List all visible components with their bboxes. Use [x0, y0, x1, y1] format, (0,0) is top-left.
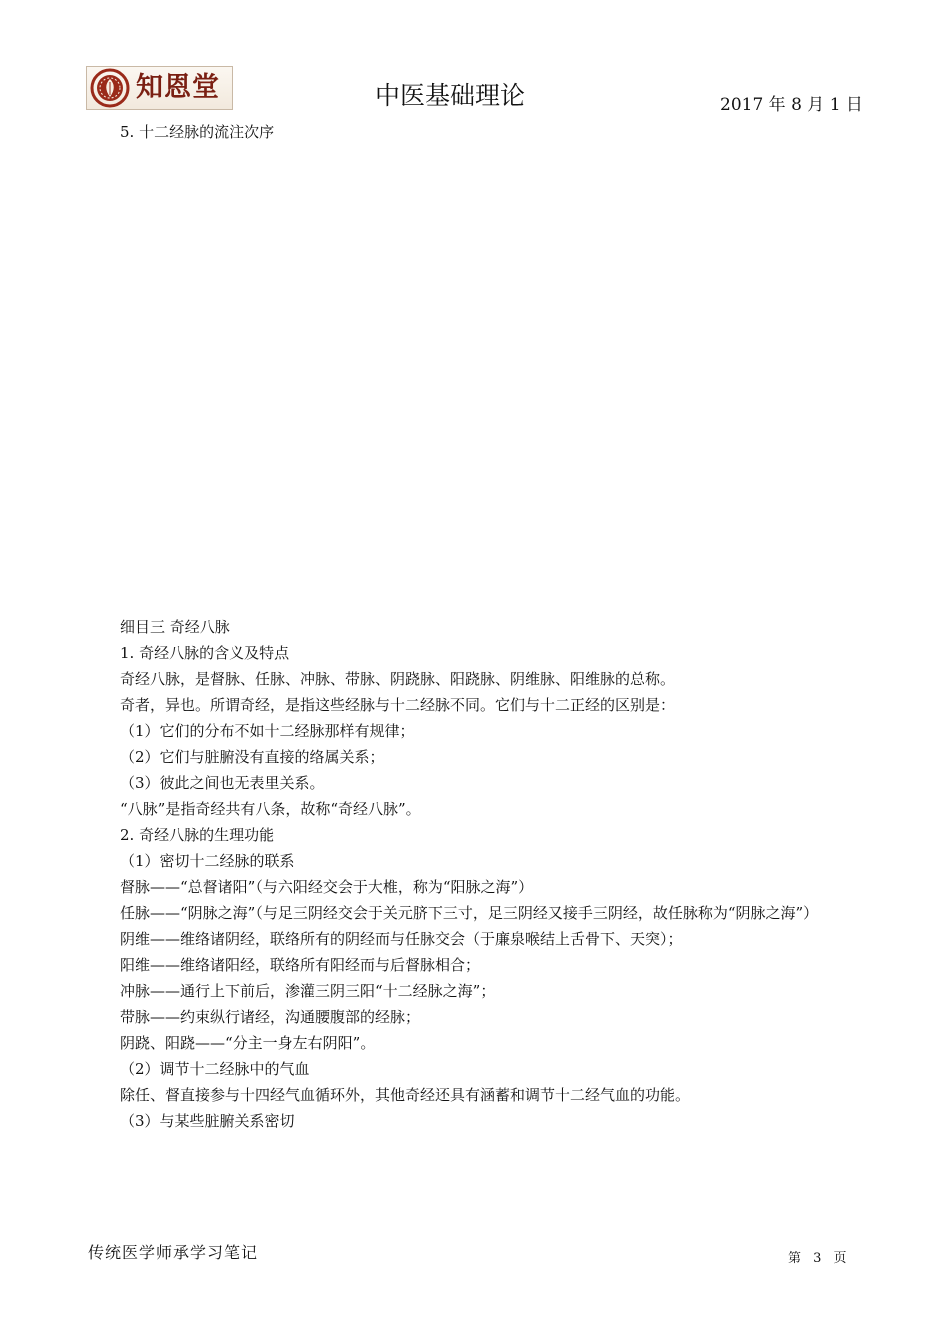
paragraph: 细目三 奇经八脉: [120, 618, 230, 636]
footer-note: 传统医学师承学习笔记: [88, 1243, 259, 1262]
logo: [86, 66, 233, 110]
paragraph: （1）它们的分布不如十二经脉那样有规律；: [120, 722, 415, 740]
paragraph: 任脉——“阴脉之海”（与足三阴经交会于关元脐下三寸，足三阴经又接手三阴经，故任脉称为“阴脉之海”）: [120, 904, 819, 922]
paragraph: （2）它们与脏腑没有直接的络属关系；: [120, 748, 385, 766]
seal-icon: [90, 68, 130, 108]
paragraph: （3）彼此之间也无表里关系。: [120, 774, 325, 792]
paragraph: 奇经八脉，是督脉、任脉、冲脉、带脉、阴跷脉、阳跷脉、阴维脉、阳维脉的总称。: [120, 670, 676, 688]
paragraph: 督脉——“总督诸阳”（与六阳经交会于大椎，称为“阳脉之海”）: [120, 878, 534, 896]
logo-text: 知恩堂: [136, 72, 220, 103]
paragraph: （3）与某些脏腑关系密切: [120, 1112, 295, 1130]
body-text: [87, 614, 862, 1134]
paragraph: （2）调节十二经脉中的气血: [120, 1060, 310, 1078]
paragraph: 带脉——约束纵行诸经，沟通腰腹部的经脉；: [120, 1008, 421, 1026]
paragraph: 除任、督直接参与十四经气血循环外，其他奇经还具有涵蓄和调节十二经气血的功能。: [120, 1086, 691, 1104]
paragraph: 阴跷、阳跷——“分主一身左右阴阳”。: [120, 1034, 376, 1052]
page-number: 第 3 页: [788, 1251, 847, 1266]
figure-placeholder: [120, 148, 860, 598]
paragraph: “八脉”是指奇经共有八条，故称“奇经八脉”。: [120, 800, 421, 818]
paragraph: 阳维——维络诸阳经，联络所有阳经而与后督脉相合；: [120, 956, 481, 974]
paragraph: 1. 奇经八脉的含义及特点: [120, 644, 290, 662]
paragraph: 冲脉——通行上下前后，渗灌三阴三阳“十二经脉之海”；: [120, 982, 496, 1000]
section-heading: 5. 十二经脉的流注次序: [120, 123, 275, 141]
header-date: 2017 年 8 月 1 日: [720, 95, 863, 115]
paragraph: 2. 奇经八脉的生理功能: [120, 826, 275, 844]
paragraph: 阴维——维络诸阴经，联络所有的阴经而与任脉交会（于廉泉喉结上舌骨下、天突）；: [120, 930, 683, 948]
paragraph: （1）密切十二经脉的联系: [120, 852, 295, 870]
paragraph: 奇者，异也。所谓奇经，是指这些经脉与十二经脉不同。它们与十二正经的区别是：: [120, 696, 676, 714]
page-title: 中医基础理论: [375, 81, 526, 110]
